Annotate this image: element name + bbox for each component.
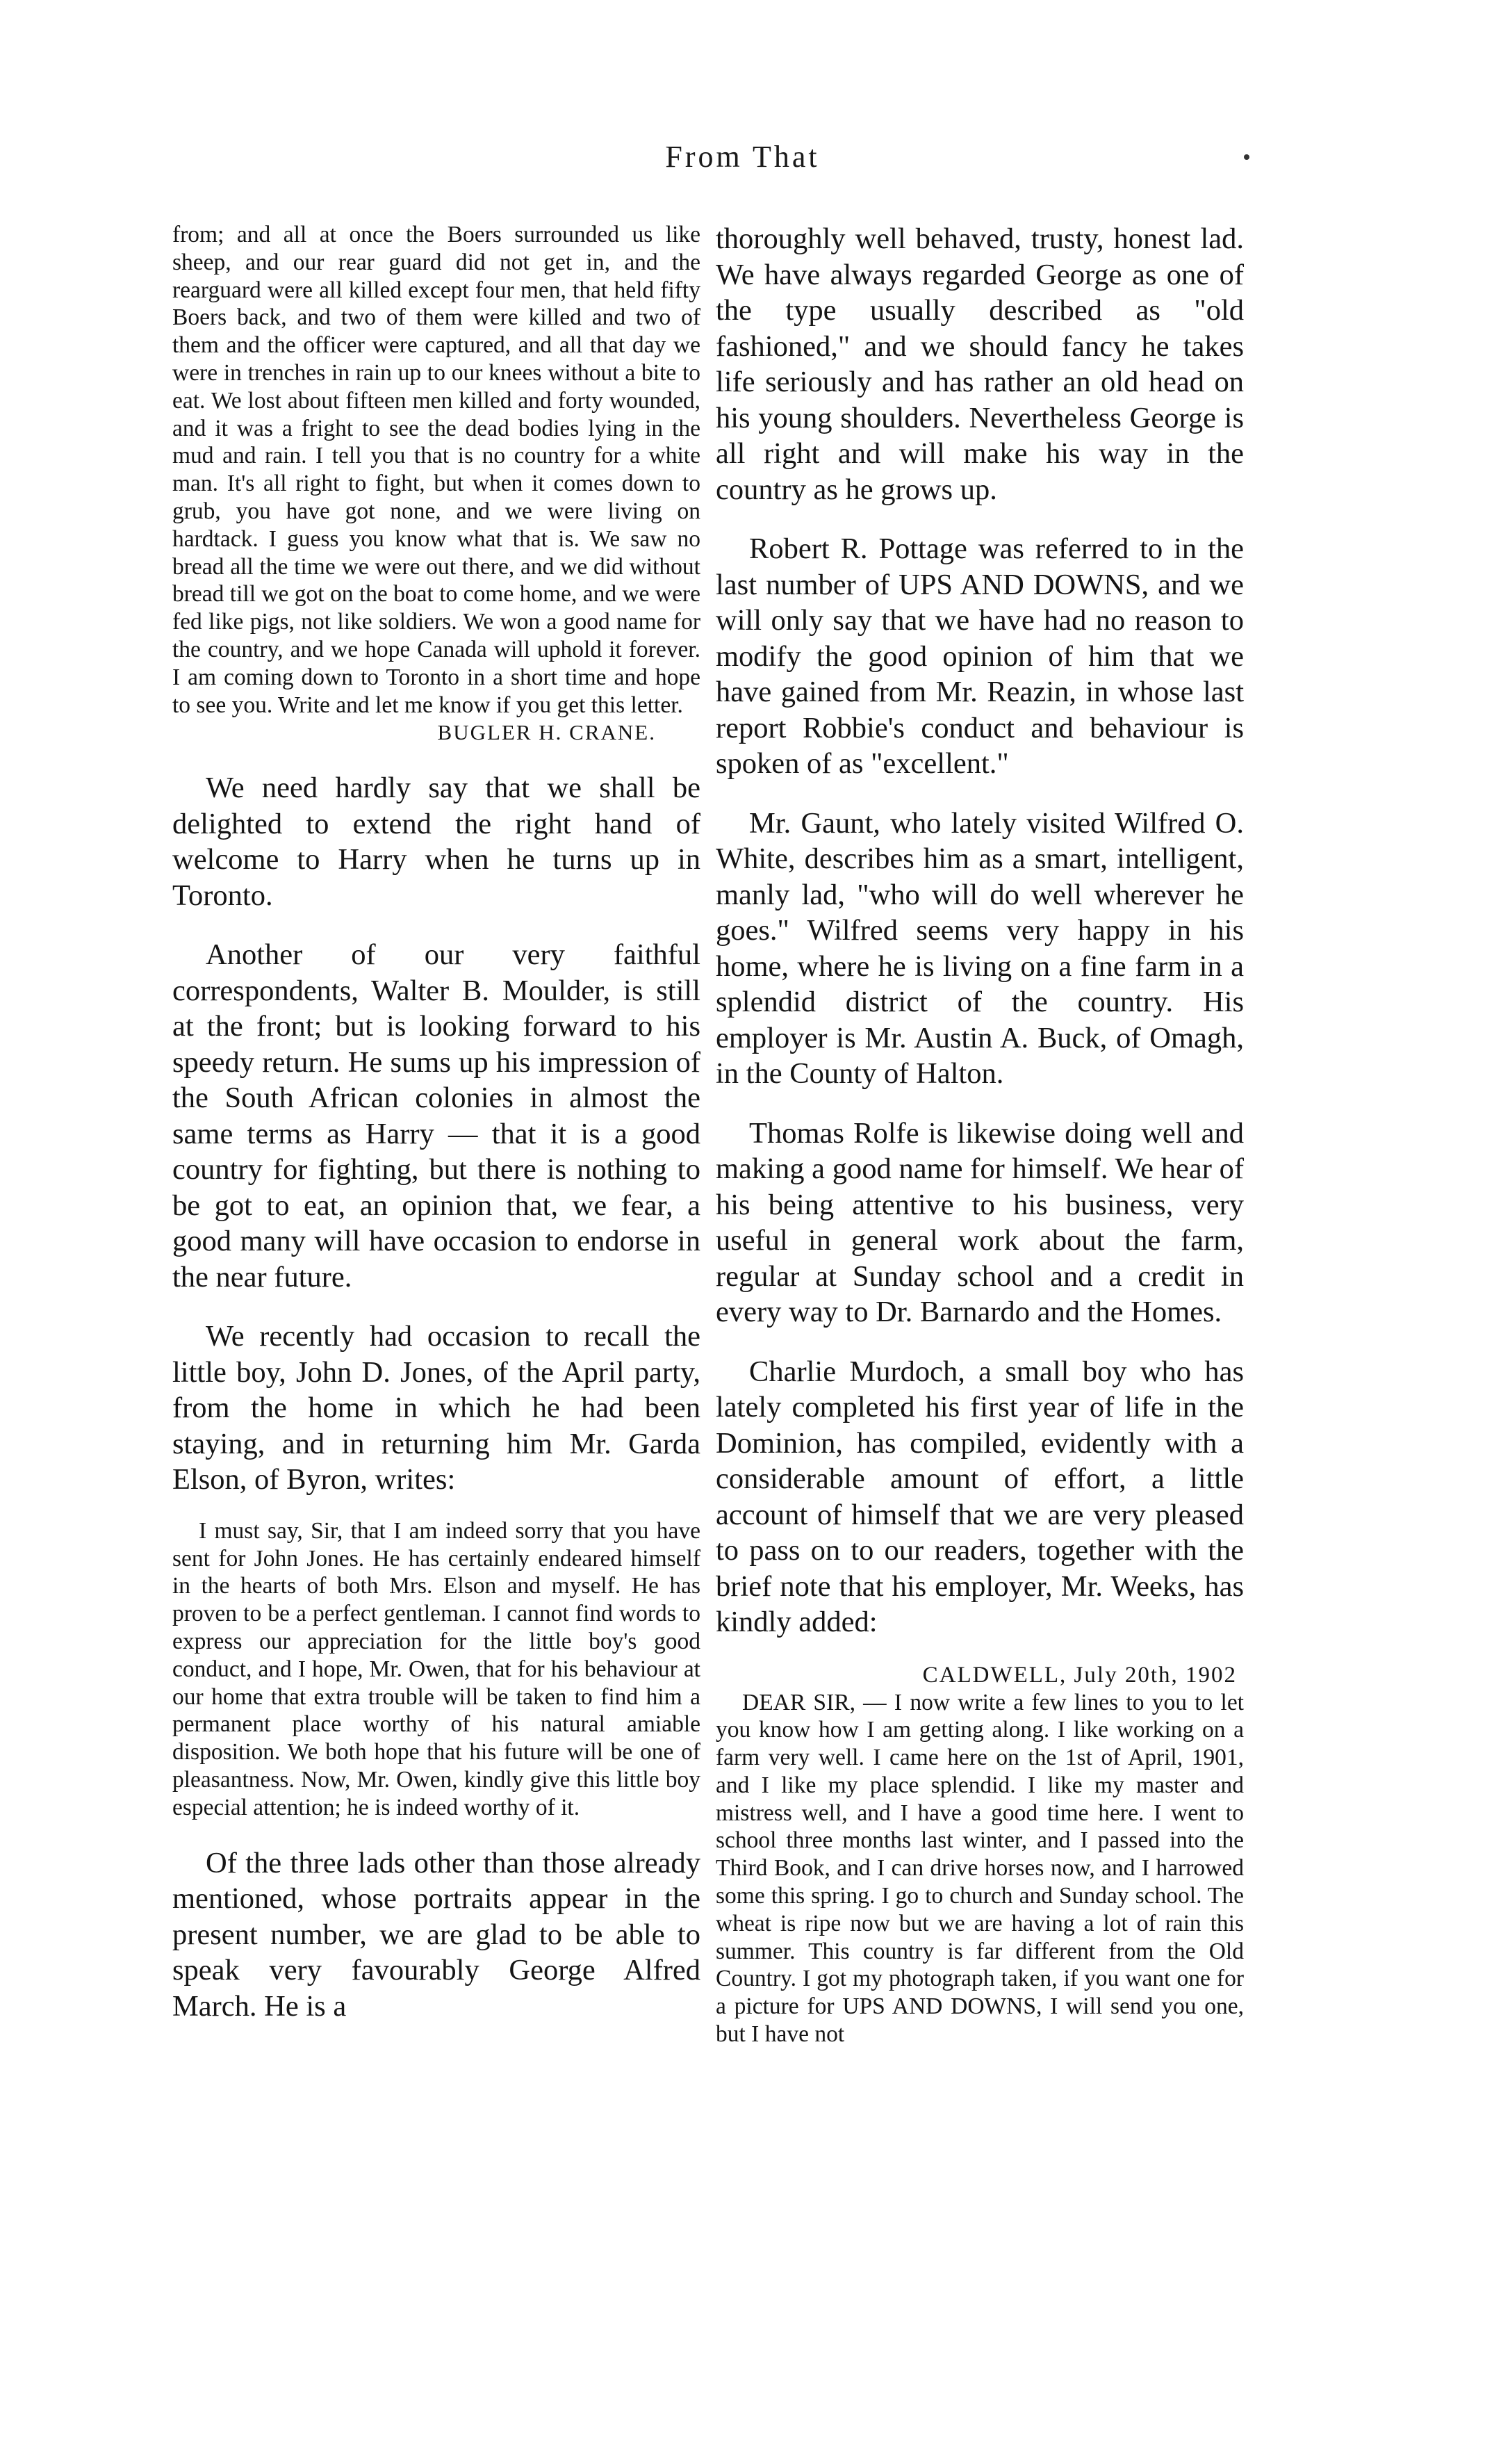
paragraph-march-cont: thoroughly well behaved, trusty, honest lad. We have always regarded George as one of the type usually described as "old fashioned," and we should fancy he takes life seriously and has rather an old head on his young shoulders. Nevertheless George is all right and will make his way in the country as he grows up. bbox=[716, 222, 1244, 506]
signature-crane: BUGLER H. CRANE. bbox=[437, 720, 656, 745]
paragraph-pottage: Robert R. Pottage was referred to in the last number of UPS AND DOWNS, and we will only say that we have had no reason to modify the good opinion of him that we have gained from Mr. Reazin, in whose last report Robbie's conduct and behaviour is spoken of as "excellent." bbox=[716, 532, 1244, 780]
left-column bbox=[172, 221, 700, 2362]
page-mark bbox=[1244, 154, 1249, 160]
paragraph-harry: We need hardly say that we shall be delighted to extend the right hand of welcome to Harry when he turns up in Toronto. bbox=[172, 772, 700, 912]
paragraph-three-lads: Of the three lads other than those already mentioned, whose portraits appear in the present number, we are glad to be able to speak very favourably George Alfred March. He is a bbox=[172, 1846, 700, 2023]
paragraph-murdoch: Charlie Murdoch, a small boy who has lately completed his first year of life in the Dominion, has compiled, evidently with a considerable amount of effort, a little account of himself that we are very pleased to pass on to our readers, together with the brief note that his employer, Mr. Weeks, has kindly added: bbox=[716, 1355, 1244, 1638]
letter-elson: I must say, Sir, that I am indeed sorry that you have sent for John Jones. He has certainly endeared himself in the hearts of both Mrs. Elson and myself. He has proven to be a perfect gentleman. I cannot find words to express our appreciation for the little boy's good conduct, and I hope, Mr. Owen, that for his behaviour at our home that extra trouble will be taken to find him a permanent place worthy of his natural amiable disposition. We both hope that his future will be one of pleasantness. Now, Mr. Owen, kindly give this little boy especial attention; he is indeed worthy of it. bbox=[172, 1517, 700, 1820]
paragraph-rolfe: Thomas Rolfe is likewise doing well and making a good name for himself. We hear of his being attentive to his business, very useful in general work about the farm, regular at Sunday school and a credit in every way to Dr. Barnardo and the Homes. bbox=[716, 1116, 1244, 1328]
letter-murdoch: DEAR SIR, — I now write a few lines to you to let you know how I am getting along. I like working on a farm very well. I came here on the 1st of April, 1901, and I like my place splendid. I like my master and mistress well, and I have a good time here. I went to school three months last winter, and I passed into the Third Book, and I can drive horses now, and I harrowed some this spring. I go to church and Sunday school. The wheat is ripe now but we are having a lot of rain this summer. This country is far different from the Old Country. I got my photograph taken, if you want one for a picture for UPS AND DOWNS, I will send you one, but I have not bbox=[716, 1689, 1244, 2048]
paragraph-jones: We recently had occasion to recall the little boy, John D. Jones, of the April party, from the home in which he had been staying, and in returning him Mr. Garda Elson, of Byron, writes: bbox=[172, 1320, 700, 1496]
running-title: From That bbox=[665, 140, 820, 174]
paragraph-moulder: Another of our very faithful correspondents, Walter B. Moulder, is still at the front; but is looking forward to his speedy return. He sums up his impression of the South African colonies in almost the same terms as Harry — that it is a good country for fighting, but there is nothing to be got to eat, an opinion that, we fear, a good many will have occasion to endorse in the near future. bbox=[172, 938, 700, 1294]
right-column bbox=[716, 221, 1244, 2362]
paragraph-white: Mr. Gaunt, who lately visited Wilfred O. White, describes him as a smart, intelligent, manly lad, "who will do well wherever he goes." Wilfred seems very happy in his home, where he is living on a fine farm in a splendid district of the country. His employer is Mr. Austin A. Buck, of Omagh, in the County of Halton. bbox=[716, 806, 1244, 1090]
letter-date: CALDWELL, July 20th, 1902 bbox=[922, 1662, 1237, 1688]
letter-crane: from; and all at once the Boers surrounded us like sheep, and our rear guard did not get in, and the rearguard were all killed except four men, that held fifty Boers back, and two of them were killed and two of them and the officer were captured, and all that day we were in trenches in rain up to our knees without a bite to eat. We lost about fifteen men killed and forty wounded, and it was a fright to see the dead bodies lying in the mud and rain. I tell you that is no country for a white man. It's all right to fight, but when it comes down to grub, you have got none, and we were living on hardtack. I guess you know what that is. We saw no bread all the time we were out there, and we did without bread till we got on the boat to come home, and we were fed like pigs, not like soldiers. We won a good name for the country, and we hope Canada will uphold it forever. I am coming down to Toronto in a short time and hope to see you. Write and let me know if you get this letter. bbox=[172, 222, 700, 718]
